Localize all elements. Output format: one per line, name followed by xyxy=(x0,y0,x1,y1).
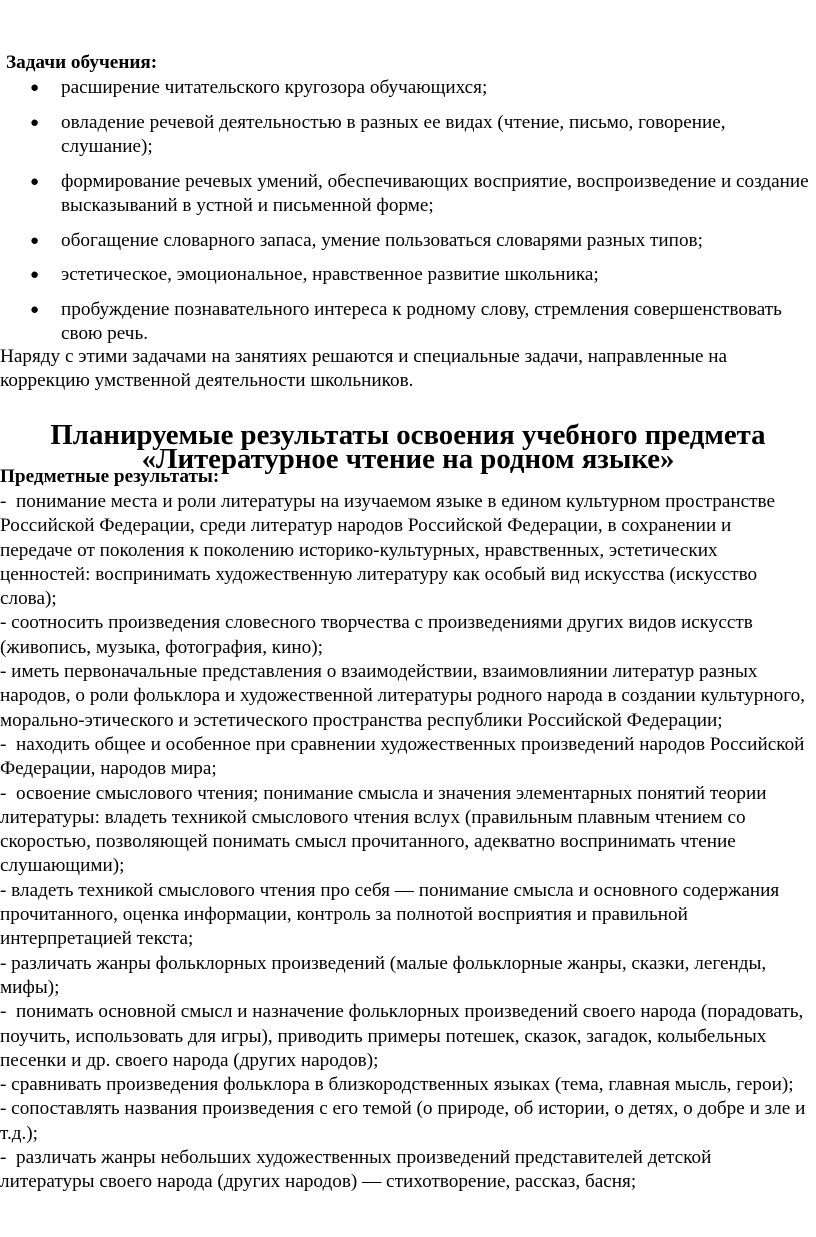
section-title-line: Планируемые результаты освоения учебного предмета xyxy=(50,419,766,451)
bullet-icon: ● xyxy=(30,80,40,96)
tasks-list xyxy=(0,76,816,357)
result-list-item: - освоение смыслового чтения; понимание смысла и значения элементарных понятий теории литературы: владеть техникой смыслового чтения вслух (правильным плавным чтением со скоростью, позволяющей понимать смысл прочитанного, адекватно воспринимать чтение слушающими); xyxy=(0,782,772,877)
bullet-icon: ● xyxy=(30,267,40,284)
bullet-icon: ● xyxy=(30,232,40,249)
result-list-item: - иметь первоначальные представления о взаимодействии, взаимовлиянии литератур разных народов, о роли фольклора и художественной литературы родного народа в создании культурного, морально-этического и эстетического пространства республики Российской Федерации; xyxy=(0,661,810,731)
result-list-item: - соотносить произведения словесного творчества с произведениями других видов искусств (живопись, музыка, фотография, кино); xyxy=(0,612,758,658)
task-item-text: обогащение словарного запаса, умение пользоваться словарями разных типов; xyxy=(61,229,703,251)
intro-paragraph: Наряду с этими задачами на занятиях решаются и специальные задачи, направленные на коррекцию умственной деятельности школьников. xyxy=(0,346,728,392)
task-item-text: эстетическое, эмоциональное, нравственное развитие школьника; xyxy=(61,264,599,286)
task-list-item xyxy=(0,170,816,219)
results-heading: Предметные результаты: xyxy=(0,466,220,487)
task-list-item xyxy=(0,298,816,347)
tasks-heading: Задачи обучения: xyxy=(6,52,158,73)
task-item-text: расширение читательского кругозора обучающихся; xyxy=(61,77,488,98)
task-list-item xyxy=(0,229,816,253)
task-item-text: пробуждение познавательного интереса к родному слову, стремления совершенствовать свою речь. xyxy=(61,299,782,345)
result-list-item: - различать жанры фольклорных произведений (малые фольклорные жанры, сказки, легенды, мифы); xyxy=(0,952,771,998)
task-item-text: формирование речевых умений, обеспечивающих восприятие, воспроизведение и создание высказываний в устной и письменной форме; xyxy=(61,170,809,216)
task-list-item xyxy=(0,76,816,100)
result-list-item: - понимание места и роли литературы на изучаемом языке в едином культурном пространстве Российской Федерации, среди литератур народов Российской Федерации, в сохранении и передаче от поколения к поколению историко-культурных, нравственных, эстетических ценностей: воспринимать художественную литературу как особый вид искусства (искусство слова); xyxy=(0,491,780,610)
result-list-item: - находить общее и особенное при сравнении художественных произведений народов Российской Федерации, народов мира; xyxy=(0,733,810,780)
results-list xyxy=(0,490,811,1195)
bullet-icon: ● xyxy=(30,173,40,190)
task-item-text: овладение речевой деятельностью в разных ее видах (чтение, письмо, говорение, слушание); xyxy=(61,111,726,157)
section-title-line: «Литературное чтение на родном языке» xyxy=(141,443,675,476)
result-list-item: - различать жанры небольших художественных произведений представителей детской литературы своего народа (других народов) — стихотворение, рассказ, басня; xyxy=(0,1147,717,1193)
result-list-item: - понимать основной смысл и назначение фольклорных произведений своего народа (порадовать, поучить, использовать для игры), приводить примеры потешек, сказок, загадок, колыбельных песенки и др. своего народа (других народов); xyxy=(0,1001,809,1071)
task-list-item xyxy=(0,111,816,160)
result-list-item: - сравнивать произведения фольклора в близкородственных языках (тема, главная мысль, герои); xyxy=(0,1074,794,1096)
result-list-item: - владеть техникой смыслового чтения про себя — понимание смысла и основного содержания прочитанного, оценка информации, контроль за полнотой восприятия и правильной интерпретацией текста; xyxy=(0,879,785,950)
bullet-icon: ● xyxy=(30,114,40,131)
bullet-icon: ● xyxy=(30,302,40,319)
result-list-item: - сопоставлять названия произведения с его темой (о природе, об истории, о детях, о добре и зле и т.д.); xyxy=(0,1098,811,1144)
task-list-item xyxy=(0,263,816,287)
